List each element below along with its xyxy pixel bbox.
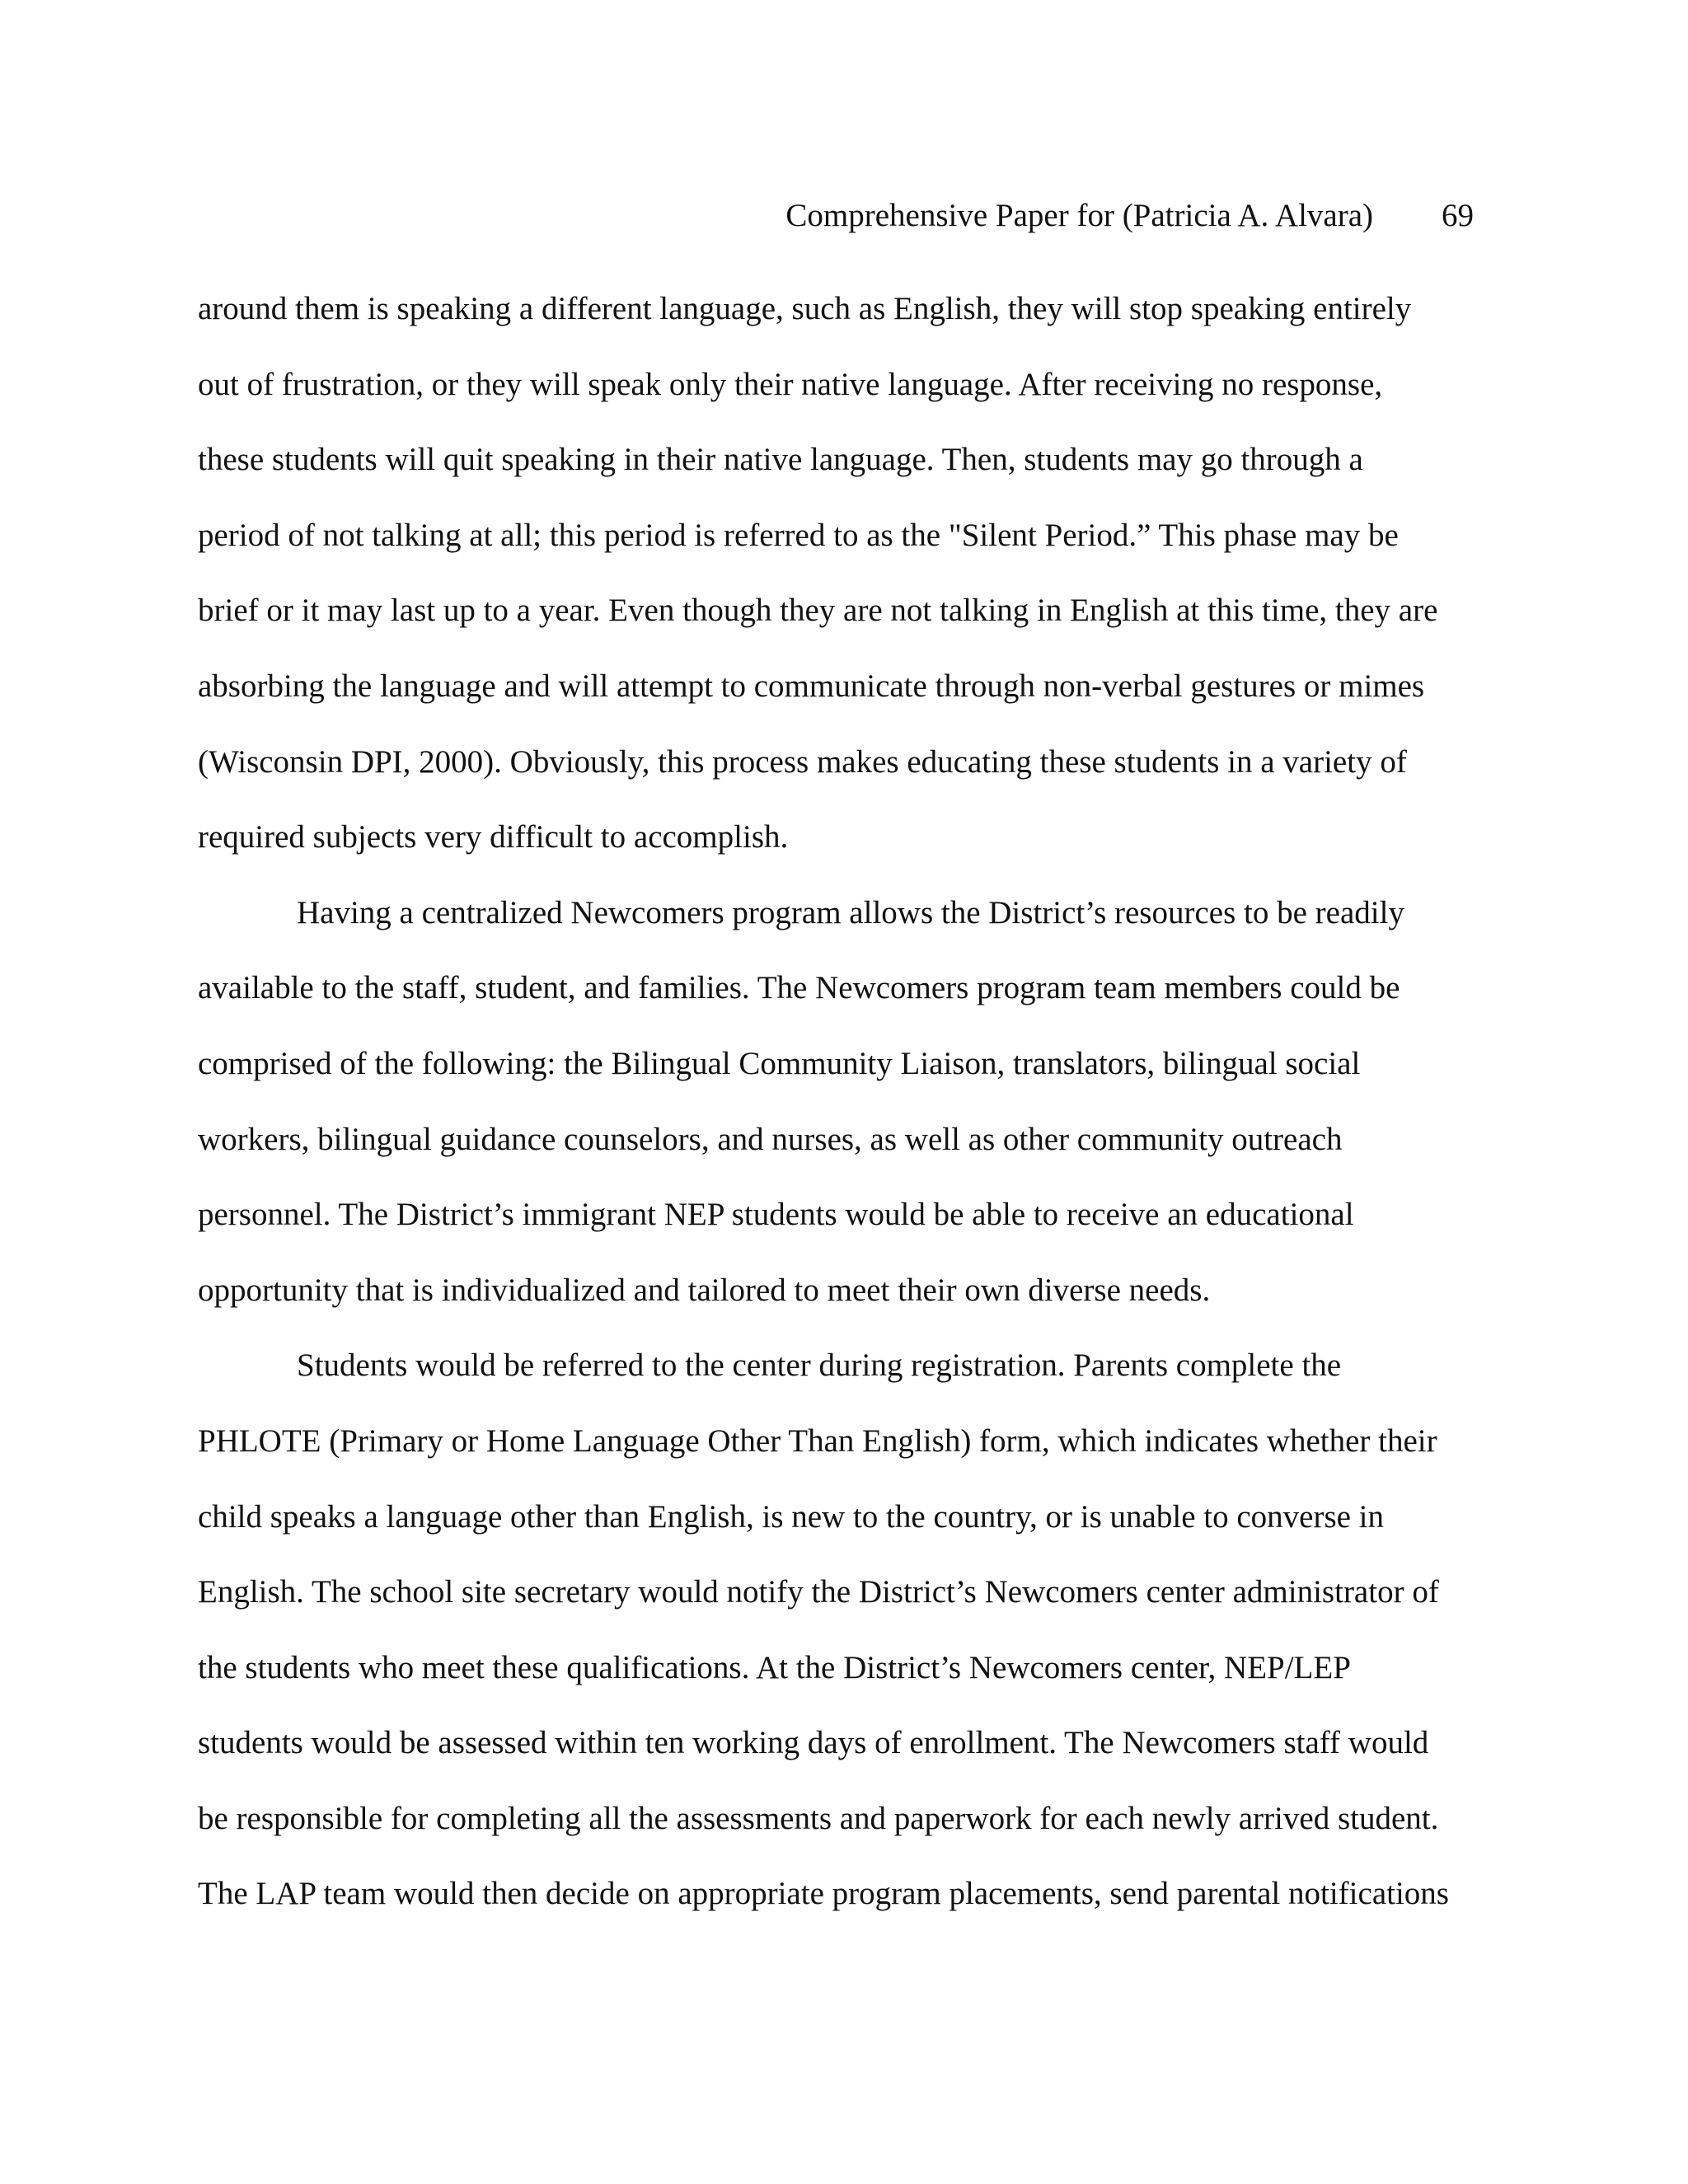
text-line: comprised of the following: the Bilingual Community Liaison, translators, bilingual social [198,1045,1361,1081]
text-line: these students will quit speaking in their native language. Then, students may go through a [198,442,1363,478]
text-line: English. The school site secretary would notify the District’s Newcomers center administrator of [198,1574,1439,1610]
text-line: period of not talking at all; this period is referred to as the "Silent Period.” This phase may be [198,517,1399,553]
text-line: absorbing the language and will attempt to communicate through non-verbal gestures or mimes [198,668,1425,704]
text-line: required subjects very difficult to accomplish. [198,819,789,855]
text-line: available to the staff, student, and families. The Newcomers program team members could be [198,970,1400,1006]
text-line: opportunity that is individualized and tailored to meet their own diverse needs. [198,1272,1211,1308]
body-text [198,288,1484,1948]
text-line: PHLOTE (Primary or Home Language Other Than English) form, which indicates whether their [198,1422,1437,1459]
text-line: students would be assessed within ten working days of enrollment. The Newcomers staff would [198,1725,1429,1761]
text-line: be responsible for completing all the assessments and paperwork for each newly arrived student. [198,1800,1439,1836]
text-line: brief or it may last up to a year. Even though they are not talking in English at this time, they are [198,593,1438,629]
text-line: (Wisconsin DPI, 2000). Obviously, this process makes educating these students in a variety of [198,743,1407,780]
paragraph-first-line: Students would be referred to the center during registration. Parents complete the [297,1347,1342,1384]
page-number: 69 [1442,198,1474,233]
text-line: The LAP team would then decide on appropriate program placements, send parental notifications [198,1876,1449,1912]
text-line: workers, bilingual guidance counselors, and nurses, as well as other community outreach [198,1121,1343,1157]
text-line: out of frustration, or they will speak only their native language. After receiving no response, [198,366,1383,402]
running-head-title: Comprehensive Paper for (Patricia A. Alvara) [785,198,1373,233]
text-line: child speaks a language other than English, is new to the country, or is unable to converse in [198,1498,1385,1535]
paragraph-first-line: Having a centralized Newcomers program allows the District’s resources to be readily [297,894,1404,930]
text-line: around them is speaking a different language, such as English, they will stop speaking entirely [198,291,1412,326]
running-head [198,194,1474,237]
text-line: personnel. The District’s immigrant NEP students would be able to receive an educational [198,1197,1354,1233]
text-line: the students who meet these qualifications. At the District’s Newcomers center, NEP/LEP [198,1649,1351,1685]
